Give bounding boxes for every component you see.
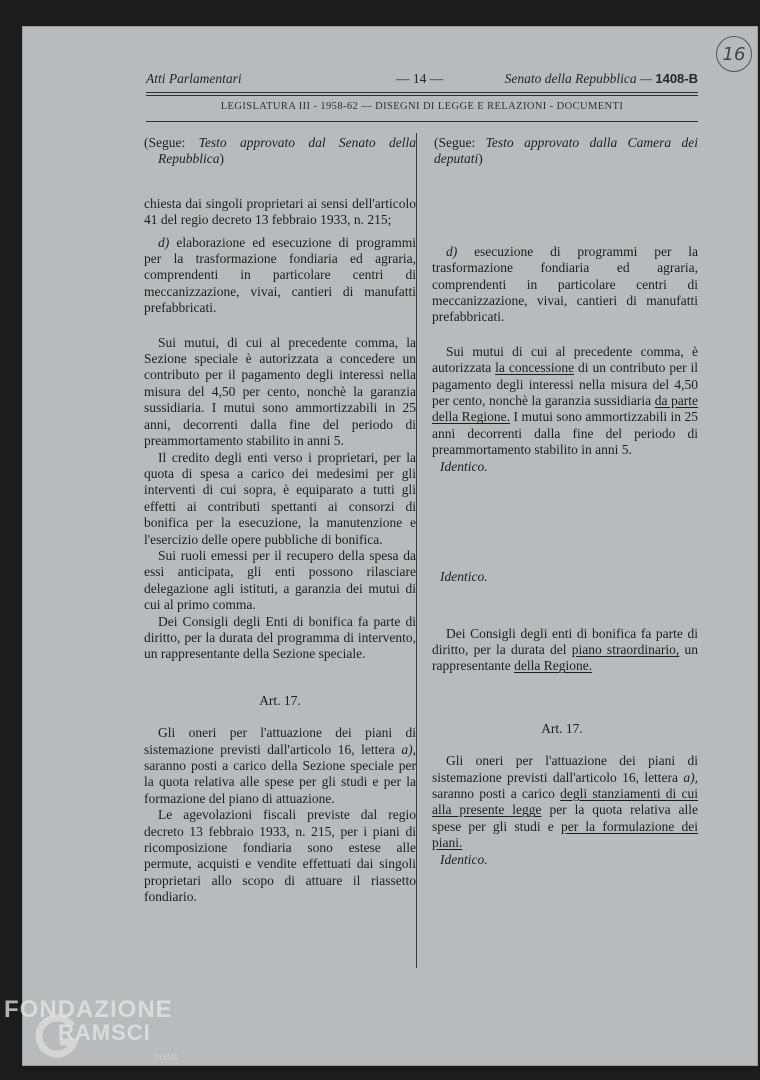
right-para-consigli: Dei Consigli degli enti di bonifica fa parte di diritto, per la durata del piano straordinario, un rappresentante della Regione. [432,625,699,674]
watermark-line1: FONDAZIONE [4,996,173,1023]
right-identico-2: Identico. [440,569,488,585]
left-para-credito: Il credito degli enti verso i proprietari, per la quota di spesa a carico dei medesimi per gli interventi di cui sopra, è equiparato a tutti gli effetti ai contributi spettanti ai consorzi di bonifica per la esecuzione, la manutenzione e l'esercizio delle opere pubbliche di bonifica. [144,449,416,547]
right-article-heading: Art. 17. [541,720,583,736]
header-rule-bottom [146,95,698,96]
left-para-d: d) elaborazione ed esecuzione di programmi per la trasformazione fondiaria ed agraria, comprendenti in particolare centri di meccanizzazione, vivai, cantieri di manufatti prefabbricati. [144,234,417,316]
left-article-heading: Art. 17. [259,692,301,708]
right-para-d: d) esecuzione di programmi per la trasformazione fondiaria ed agraria, comprendenti in particolare centri di meccanizzazione, vivai, cantieri di manufatti prefabbricati. [432,243,698,325]
left-segue-heading: (Segue: Testo approvato dal Senato della Repubblica) [144,135,417,167]
header-rule-top [146,92,698,93]
header-right-text: Senato della Repubblica — [504,71,652,86]
left-para-1: chiesta dai singoli proprietari ai sensi dell'articolo 41 del regio decreto 13 febbraio 1933, n. 215; [144,195,416,228]
header-doc-number: 1408-B [655,71,698,86]
watermark-line2: RAMSCI [58,1020,151,1045]
left-para-mutui: Sui mutui, di cui al precedente comma, la Sezione speciale è autorizzata a concedere un contributo per il pagamento degli interessi nella misura del 4,50 per cento, nonchè la garanzia sussidiaria. I mutui sono ammortizzabili in 25 anni, decorrenti dalla fine del periodo di preammortamento stabilito in anni 5. [144,334,416,449]
right-para-mutui: Sui mutui di cui al precedente comma, è autorizzata la concessione di un contributo per il pagamento degli interessi nella misura del 4,50 per cento, nonchè la garanzia sussidiaria da parte della Regione. I mutui sono ammortizzabili in 25 anni decorrenti dalla fine del periodo di preammortamento stabilito in anni 5. [432,343,699,458]
chamber-text-column [426,135,698,868]
right-identico-1: Identico. [440,458,488,474]
handwritten-page-mark: 16 [716,36,752,72]
fondazione-gramsci-watermark [4,996,204,1076]
right-para-oneri: Gli oneri per l'attuazione dei piani di sistemazione previsti dall'articolo 16, lettera a), saranno posti a carico degli stanziamenti di cui alla presente legge per la quota relativa alle spese per gli studi e per la formulazione dei piani. [432,753,699,851]
header-right [505,71,698,87]
left-para-agevolazioni: Le agevolazioni fiscali previste dal regio decreto 13 febbraio 1933, n. 215, per i piani di ricomposizione fondiaria sono estese alle permute, acquisti e vendite effettuati dai singoli proprietari allo scopo di attuare il riassetto fondiario. [144,807,416,905]
left-para-oneri: Gli oneri per l'attuazione dei piani di sistemazione previsti dall'articolo 16, lettera a), saranno posti a carico della Sezione speciale per la quota relativa alle spese per gli studi e per la formazione del piano di attuazione. [144,725,416,806]
left-para-consigli: Dei Consigli degli Enti di bonifica fa parte di diritto, per la durata del programma di intervento, un rappresentante della Sezione speciale. [144,613,416,662]
left-para-ruoli: Sui ruoli emessi per il recupero della spesa da essi anticipata, gli enti possono rilasciare delegazione agli istituti, a garanzia dei mutui di cui al primo comma. [144,547,416,613]
right-segue-heading: (Segue: Testo approvato dalla Camera dei deputati) [434,135,698,167]
column-divider [416,133,417,968]
page-header [146,71,698,91]
senate-text-column [144,135,416,906]
header-left: Atti Parlamentari [146,71,242,86]
right-identico-3: Identico. [440,851,488,867]
header-page-number: — 14 — [396,71,444,86]
watermark-onlus: onlus [154,1052,178,1063]
legislature-subtitle: LEGISLATURA III - 1958-62 — DISEGNI DI LEGGE E RELAZIONI - DOCUMENTI [220,101,624,112]
subtitle-rule [146,121,698,122]
